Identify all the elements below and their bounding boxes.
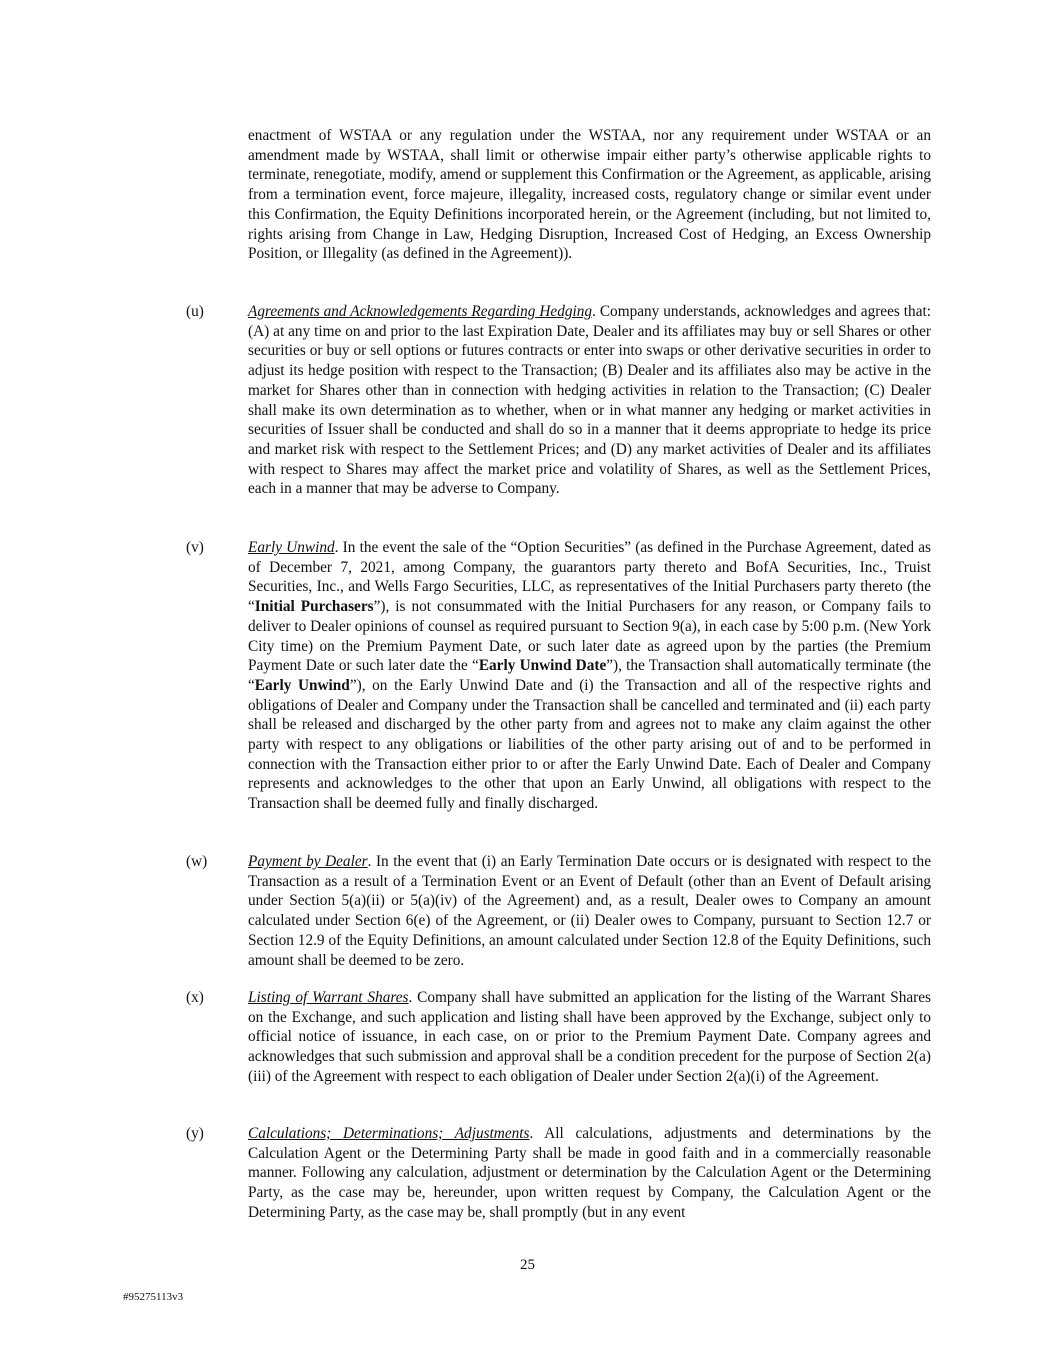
section-label-v: (v) <box>186 539 204 556</box>
section-v-paragraph <box>248 538 931 814</box>
section-u-body: . Company understands, acknowledges and agrees that: (A) at any time on and prior to the last Expiration Date, Dealer and its affiliates may buy or sell Shares or other securities or buy or sell options or futures contracts or enter into swaps or other derivative securities in order to adjust its hedge position with respect to the Transaction; (B) Dealer and its affiliates also may be active in the market for Shares other than in connection with hedging activities in relation to the Transaction; (C) Dealer shall make its own determination as to whether, when or in what manner any hedging or market activities in securities of Issuer shall be conducted and shall do so in a manner that it deems appropriate to hedge its price and market risk with respect to the Settlement Prices; and (D) any market activities of Dealer and its affiliates with respect to Shares may affect the market price and volatility of Shares, as well as the Settlement Prices, each in a manner that may be adverse to Company. <box>248 303 931 498</box>
section-v-body-1: . In the event the sale of the “Option Securities” (as defined in the Purchase Agreement, dated as of December 7, 2021, among Company, the guarantors party thereto and BofA Securities, Inc., Truist Securities, Inc., and Wells Fargo Securities, LLC, as representatives of the Initial Purchasers party thereto (the “ <box>248 539 931 616</box>
section-v-body-4: ”), on the Early Unwind Date and (i) the Transaction and all of the respective rights and obligations of Dealer and Company under the Transaction shall be cancelled and terminated and (ii) each party shall be released and discharged by the other party from and agrees not to make any claim against the other party with respect to any obligations or liabilities of the other party arising out of and to be performed in connection with the Transaction either prior to or after the Early Unwind Date. Each of Dealer and Company represents and acknowledges to the other that upon an Early Unwind, all obligations with respect to the Transaction shall be deemed fully and finally discharged. <box>248 676 932 813</box>
section-y-heading: Calculations; Determinations; Adjustments <box>248 1125 530 1142</box>
section-label-u: (u) <box>186 303 204 320</box>
section-x-paragraph <box>248 988 931 1087</box>
section-label-y: (y) <box>186 1125 204 1142</box>
section-u-heading: Agreements and Acknowledgements Regarding Hedging <box>248 303 593 320</box>
defined-term-early-unwind-date: Early Unwind Date <box>478 657 607 675</box>
document-id: #95275113v3 <box>123 1291 184 1303</box>
section-v-body-3: ”), the Transaction shall automatically terminate (the “ <box>248 657 932 694</box>
section-v-heading: Early Unwind <box>248 539 335 556</box>
page-number: 25 <box>520 1257 535 1273</box>
section-w-body: . In the event that (i) an Early Termination Date occurs or is designated with respect to the Transaction as a result of a Termination Event or an Event of Default (other than an Event of Default arising under Section 5(a)(ii) or 5(a)(iv) of the Agreement) and, as a result, Dealer owes to Company an amount calculated under Section 6(e) of the Agreement, or (ii) Dealer owes to Company, pursuant to Section 12.7 or Section 12.9 of the Equity Definitions, an amount calculated under Section 12.8 of the Equity Definitions, such amount shall be deemed to be zero. <box>248 853 931 969</box>
section-u-paragraph <box>248 302 931 499</box>
section-w-heading: Payment by Dealer <box>248 853 368 870</box>
section-y-body: . All calculations, adjustments and determinations by the Calculation Agent or the Determining Party shall be made in good faith and in a commercially reasonable manner. Following any calculation, adjustment or determination by the Calculation Agent or the Determining Party, as the case may be, hereunder, upon written request by Company, the Calculation Agent or the Determining Party, as the case may be, shall promptly (but in any event <box>248 1125 932 1221</box>
section-label-x: (x) <box>186 989 204 1006</box>
section-label-w: (w) <box>186 853 208 870</box>
defined-term-early-unwind: Early Unwind <box>254 676 350 694</box>
section-x-heading: Listing of Warrant Shares <box>248 989 409 1006</box>
section-y-paragraph <box>248 1124 931 1223</box>
section-x-body: . Company shall have submitted an application for the listing of the Warrant Shares on the Exchange, and such application and listing shall have been approved by the Exchange, subject only to official notice of issuance, in each case, on or prior to the Premium Payment Date. Company agrees and acknowledges that such submission and approval shall be a condition precedent for the purpose of Section 2(a)(iii) of the Agreement with respect to each obligation of Dealer under Section 2(a)(i) of the Agreement. <box>248 989 931 1085</box>
continuation-paragraph: enactment of WSTAA or any regulation under the WSTAA, nor any requirement under WSTAA or an amendment made by WSTAA, shall limit or otherwise impair either party’s otherwise applicable rights to terminate, renegotiate, modify, amend or supplement this Confirmation or the Agreement, as applicable, arising from a termination event, force majeure, illegality, increased costs, regulatory change or similar event under this Confirmation, the Equity Definitions incorporated herein, or the Agreement (including, but not limited to, rights arising from Change in Law, Hedging Disruption, Increased Cost of Hedging, an Excess Ownership Position, or Illegality (as defined in the Agreement)). <box>248 127 931 263</box>
defined-term-initial-purchasers: Initial Purchasers <box>254 598 374 616</box>
section-w-paragraph <box>248 852 931 970</box>
section-v-body-2: ”), is not consummated with the Initial Purchasers for any reason, or Company fails to deliver to Dealer opinions of counsel as required pursuant to Section 9(a), in each case by 5:00 p.m. (New York City time) on the Premium Payment Date, or such later date as agreed upon by the parties (the Premium Payment Date or such later date the “ <box>248 598 931 675</box>
